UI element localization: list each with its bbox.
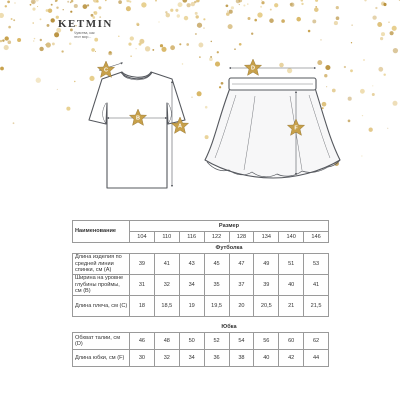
brand-name: KETMIN [58,18,113,30]
section-row-tshirt [73,243,329,254]
table-row [73,296,329,317]
size-cell: 146 [304,232,329,243]
value-cell: 52 [204,333,229,350]
value-cell: 35 [204,275,229,296]
value-cell: 19,5 [204,296,229,317]
star-marker-d [244,59,261,75]
value-cell: 21 [279,296,304,317]
value-cell: 34 [179,275,204,296]
value-cell: 46 [130,333,155,350]
size-cell: 104 [130,232,155,243]
table-row [73,333,329,350]
value-cell: 41 [154,254,179,275]
value-cell: 32 [154,350,179,367]
value-cell: 18,5 [154,296,179,317]
row-label: Ширина на уровне глубины проймы, см (B) [73,275,130,296]
row-label: Длина плеча, см (C) [73,296,130,317]
value-cell: 60 [279,333,304,350]
value-cell: 54 [229,333,254,350]
value-cell: 43 [179,254,204,275]
section-spacer [73,322,130,333]
size-cell: 128 [229,232,254,243]
value-cell: 31 [130,275,155,296]
brand-tagline-line-2: этот мир... [74,35,92,39]
value-cell: 37 [229,275,254,296]
value-cell: 62 [304,333,329,350]
table-row [73,350,329,367]
value-cell: 39 [254,275,279,296]
brand-tagline-line-1: Чувства, как [74,31,95,35]
value-cell: 19 [179,296,204,317]
row-label: Длина изделия по средней линии спинки, см (A) [73,254,130,275]
value-cell: 38 [229,350,254,367]
value-cell: 21,5 [304,296,329,317]
table-header-row [73,221,329,232]
section-spacer [73,243,130,254]
star-label-a: A [178,123,182,130]
value-cell: 42 [279,350,304,367]
value-cell: 50 [179,333,204,350]
star-label-d: D [251,65,255,72]
value-cell: 32 [154,275,179,296]
size-cell: 122 [204,232,229,243]
value-cell: 53 [304,254,329,275]
size-cell: 110 [154,232,179,243]
section-title-skirt: Юбка [130,322,329,333]
value-cell: 20 [229,296,254,317]
star-label-f: F [294,125,298,132]
size-cell: 134 [254,232,279,243]
header-size-cell: Размер [130,221,329,232]
value-cell: 34 [179,350,204,367]
section-title-tshirt: Футболка [130,243,329,254]
value-cell: 36 [204,350,229,367]
value-cell: 47 [229,254,254,275]
value-cell: 18 [130,296,155,317]
value-cell: 51 [279,254,304,275]
tshirt-outline-icon [89,72,185,188]
size-cell: 116 [179,232,204,243]
value-cell: 44 [304,350,329,367]
value-cell: 41 [304,275,329,296]
value-cell: 20,5 [254,296,279,317]
value-cell: 30 [130,350,155,367]
size-chart-body [73,221,329,367]
row-label: Обхват талии, см (D) [73,333,130,350]
section-row-skirt [73,322,329,333]
value-cell: 39 [130,254,155,275]
value-cell: 48 [154,333,179,350]
header-name-cell: Наименование [73,221,130,243]
size-chart-table [72,220,329,367]
size-cell: 140 [279,232,304,243]
star-label-c: C [104,67,108,74]
value-cell: 56 [254,333,279,350]
table-row [73,254,329,275]
star-label-b: B [136,115,140,122]
value-cell: 40 [254,350,279,367]
value-cell: 45 [204,254,229,275]
row-label: Длина юбки, см (F) [73,350,130,367]
tutu-skirt-outline-icon [205,78,340,178]
value-cell: 40 [279,275,304,296]
value-cell: 49 [254,254,279,275]
table-row [73,275,329,296]
